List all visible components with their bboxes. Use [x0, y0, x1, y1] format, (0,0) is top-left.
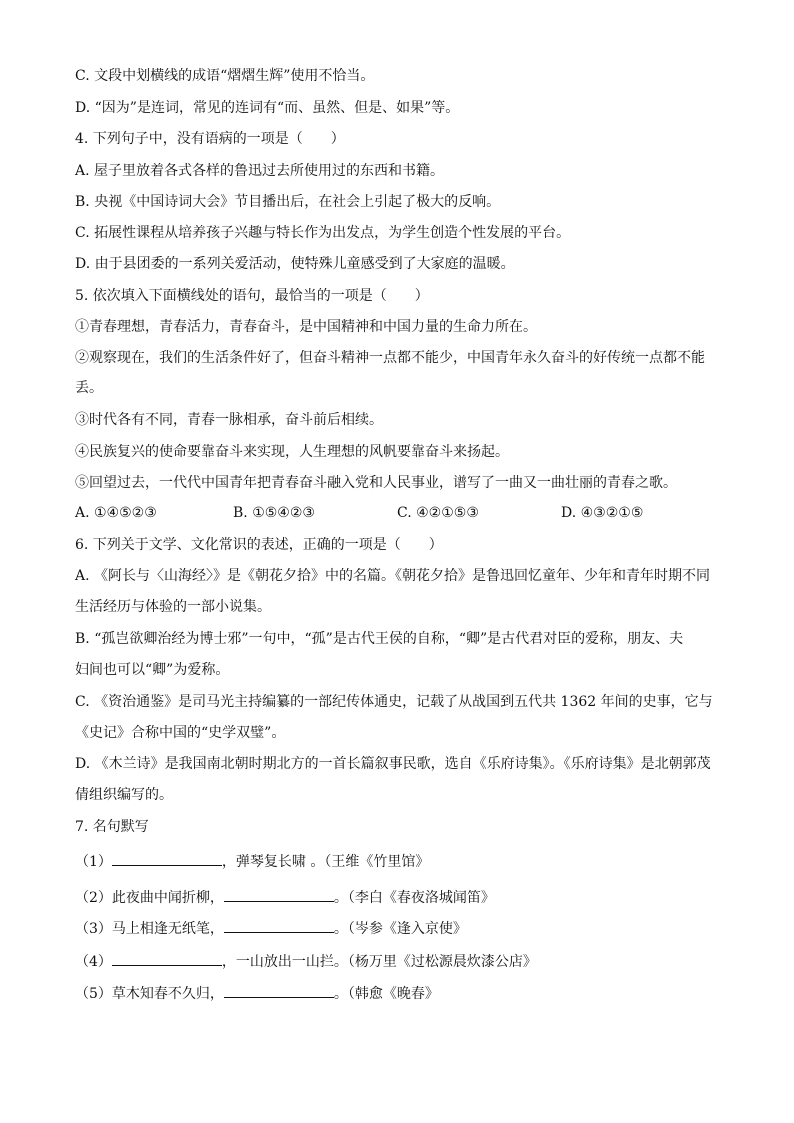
- q7-item-5-blank[interactable]: [224, 983, 334, 998]
- q6-option-c-cont: 《史记》合称中国的“史学双璧”。: [75, 725, 286, 741]
- q5-option-a: A. ①④⑤②③: [75, 505, 157, 521]
- q7-item-3-prefix: （3）马上相逢无纸笔，: [75, 921, 224, 937]
- q6-option-d-cont: 倩组织编写的。: [75, 787, 173, 803]
- q6-option-a: A. 《阿长与〈山海经〉》是《朝花夕拾》中的名篇。《朝花夕拾》是鲁迅回忆童年、少年和青年时期不同: [75, 568, 711, 584]
- q5-option-b: B. ①⑤④②③: [233, 505, 315, 521]
- q7-item-2-prefix: （2）此夜曲中闻折柳，: [75, 890, 224, 906]
- q5-option-d: D. ④③②①⑤: [561, 505, 644, 521]
- q7-item-1: [75, 851, 429, 872]
- q7-item-3: [75, 918, 467, 939]
- q6-option-b-cont: 妇间也可以“卿”为爱称。: [75, 662, 230, 678]
- q7-item-5-text: 。（韩愈《晚春》: [333, 986, 439, 1002]
- q5-sentence-2-cont: 丢。: [75, 380, 103, 396]
- question-6-stem: 6. 下列关于文学、文化常识的表述，正确的一项是（ ）: [75, 537, 443, 553]
- q7-item-2-text: 。（李白《春夜洛城闻笛》: [333, 890, 495, 906]
- q7-item-5: [75, 983, 439, 1004]
- question-4-stem: 4. 下列句子中，没有语病的一项是（ ）: [75, 131, 345, 147]
- q5-options: [75, 503, 735, 523]
- question-7-title: 7. 名句默写: [75, 819, 149, 835]
- question-5-stem: 5. 依次填入下面横线处的语句，最恰当的一项是（ ）: [75, 288, 429, 304]
- q7-item-2: [75, 887, 495, 908]
- q4-option-a: A. 屋子里放着各式各样的鲁迅过去所使用过的东西和书籍。: [75, 163, 445, 179]
- q5-option-c: C. ④②①⑤③: [397, 505, 479, 521]
- q7-item-1-text: ，弹琴复长啸 。（王维《竹里馆》: [221, 854, 430, 870]
- q3-option-d: D. “因为”是连词，常见的连词有“而、虽然、但是、如果”等。: [75, 100, 460, 116]
- q6-option-d: D. 《木兰诗》是我国南北朝时期北方的一首长篇叙事民歌，选自《乐府诗集》。《乐府诗集》是北朝郭茂: [75, 756, 711, 772]
- q5-sentence-5: ⑤回望过去，一代代中国青年把青春奋斗融入党和人民事业，谱写了一曲又一曲壮丽的青春之歌。: [75, 475, 677, 491]
- q7-item-4-text: ，一山放出一山拦。（杨万里《过松源晨炊漆公店》: [221, 954, 537, 970]
- q3-option-c: C. 文段中划横线的成语“熠熠生辉”使用不恰当。: [75, 68, 375, 84]
- q7-item-4-prefix: （4）: [75, 954, 112, 970]
- q7-item-4: [75, 951, 537, 972]
- q6-option-c: C. 《资治通鉴》是司马光主持编纂的一部纪传体通史，记载了从战国到五代共 1362 年间的史事，它与: [75, 694, 713, 710]
- q4-option-c: C. 拓展性课程从培养孩子兴趣与特长作为出发点，为学生创造个性发展的平台。: [75, 225, 571, 241]
- q7-item-3-blank[interactable]: [224, 918, 334, 933]
- q7-item-1-prefix: （1）: [75, 854, 112, 870]
- q7-item-4-blank[interactable]: [112, 951, 222, 966]
- q5-sentence-1: ①青春理想，青春活力，青春奋斗，是中国精神和中国力量的生命力所在。: [75, 319, 537, 335]
- q7-item-1-blank[interactable]: [112, 851, 222, 866]
- q6-option-a-cont: 生活经历与体验的一部小说集。: [75, 599, 271, 615]
- q5-sentence-3: ③时代各有不同，青春一脉相承，奋斗前后相续。: [75, 412, 383, 428]
- q7-item-2-blank[interactable]: [224, 887, 334, 902]
- q5-sentence-2: ②观察现在，我们的生活条件好了，但奋斗精神一点都不能少，中国青年永久奋斗的好传统一点都不能: [75, 350, 705, 366]
- q4-option-d: D. 由于县团委的一系列关爱活动，使特殊儿童感受到了大家庭的温暖。: [75, 256, 515, 272]
- q7-item-5-prefix: （5）草木知春不久归，: [75, 986, 224, 1002]
- q6-option-b: B. “孤岂欲卿治经为博士邪”一句中，“孤”是古代王侯的自称，“卿”是古代君对臣的爱称，朋友、夫: [75, 631, 684, 647]
- q7-item-3-text: 。（岑参《逢入京使》: [333, 921, 467, 937]
- q4-option-b: B. 央视《中国诗词大会》节目播出后，在社会上引起了极大的反响。: [75, 194, 501, 210]
- q5-sentence-4: ④民族复兴的使命要靠奋斗来实现，人生理想的风帆要靠奋斗来扬起。: [75, 444, 509, 460]
